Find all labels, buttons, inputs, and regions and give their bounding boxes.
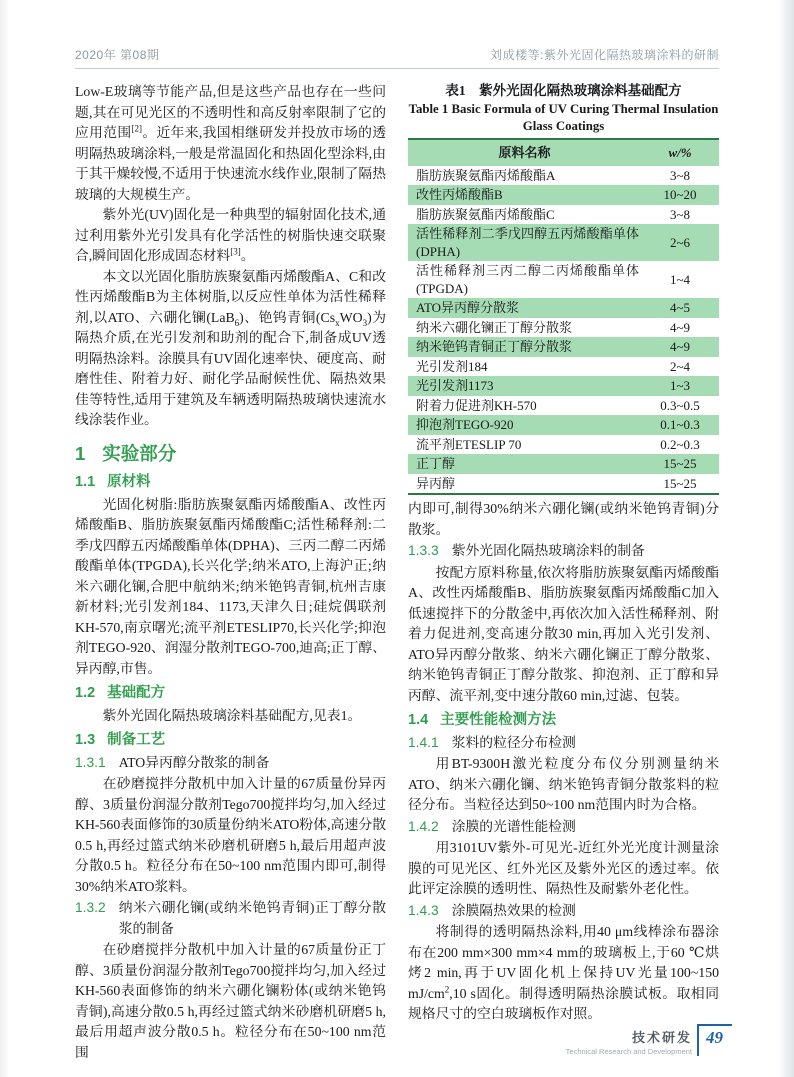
table-row xyxy=(408,185,719,205)
footer-section-labels xyxy=(566,1027,692,1056)
table-header-row xyxy=(408,139,719,166)
table-row xyxy=(408,224,719,261)
column-header-weight-percent: w/% xyxy=(641,139,719,166)
footer-section-title-cn: 技术研发 xyxy=(631,1030,692,1045)
table1-block xyxy=(408,82,719,495)
cell-material-name: ATO异丙醇分散浆 xyxy=(416,300,520,315)
table1-title-cn: 表1 紫外光固化隔热玻璃涂料基础配方 xyxy=(445,83,682,98)
cell-material-name: 附着力促进剂KH-570 xyxy=(416,397,537,413)
cell-weight-percent: 15~25 xyxy=(663,456,697,471)
cell-weight-percent: 4~9 xyxy=(669,319,691,335)
table-row xyxy=(408,337,719,357)
cell-weight-percent: 3~8 xyxy=(669,167,691,183)
cell-material-name: 异丙醇 xyxy=(416,475,456,491)
heading-number: 1 xyxy=(75,442,86,464)
paragraph-dispersion-continuation: 内即可,制得30%纳米六硼化镧(或纳米铯钨青铜)分散浆。 xyxy=(408,501,719,537)
table-row xyxy=(408,454,719,474)
section-heading-1-1 xyxy=(75,472,386,493)
paragraph-ato-dispersion-prep: 在砂磨搅拌分散机中加入计量的67质量份异丙醇、3质量份润湿分散剂Tego700搅拌均匀,加入经过KH-560表面修饰的30质量份纳米ATO粉体,高速分散0.5 h,再经过篮式纳米砂磨机研磨5 h,最后用超声波分散0.5 h。粒径分布在50~100 nm范围内即可,制得30%纳米ATO浆料。 xyxy=(75,776,386,894)
formula-table xyxy=(408,138,719,495)
section-heading-1-3-1 xyxy=(75,753,386,774)
paragraph-lowe-continuation: Low-E玻璃等节能产品,但是这些产品也存在一些问题,其在可见光区的不透明性和高反射率限制了它的应用范围[2]。近年来,我国相继研发并投放市场的透明隔热玻璃涂料,一般是常温固化和热固化型涂料,由于其干燥较慢,不适用于快速流水线作业,限制了隔热玻璃的大规模生产。 xyxy=(75,84,387,202)
heading-number: 1.4.1 xyxy=(408,734,439,750)
heading-number: 1.1 xyxy=(75,474,96,490)
cell-material-name: 抑泡剂TEGO-920 xyxy=(416,417,514,432)
heading-title: 实验部分 xyxy=(102,442,177,464)
table1-title-en: Table 1 Basic Formula of UV Curing Thermal Insulation Glass Coatings xyxy=(408,102,719,133)
cell-material-name: 脂肪族聚氨酯丙烯酸酯C xyxy=(416,206,555,222)
heading-number: 1.4.2 xyxy=(408,818,439,834)
footer-section-title-en: Technical Research and Development xyxy=(565,1047,692,1056)
heading-title: 制备工艺 xyxy=(107,732,166,748)
formula-table-head xyxy=(408,139,719,166)
section-heading-1-3 xyxy=(75,730,386,751)
section-heading-1-4-1 xyxy=(408,733,719,754)
paragraph-particle-size-test: 用BT-9300H激光粒度分布仪分别测量纳米ATO、纳米六硼化镧、纳米铯钨青铜分散浆料的粒径分布。当粒径达到50~100 nm范围内时为合格。 xyxy=(408,756,719,812)
heading-title: 基础配方 xyxy=(107,685,166,701)
page-edge-tint-left xyxy=(0,0,10,1077)
cell-weight-percent: 1~4 xyxy=(669,271,691,287)
cell-material-name: 光引发剂184 xyxy=(416,358,488,374)
heading-title: 紫外光固化隔热玻璃涂料的制备 xyxy=(451,543,645,558)
cell-material-name: 脂肪族聚氨酯丙烯酸酯A xyxy=(416,167,556,183)
header-issue: 2020年 第08期 xyxy=(75,48,160,62)
column-left xyxy=(75,82,386,1063)
cell-material-name: 改性丙烯酸酯B xyxy=(416,187,503,202)
page-edge-tint-right xyxy=(778,0,794,1077)
paragraph-spectral-test: 用3101UV紫外-可见光-近红外光光度计测量涂膜的可见光区、红外光区及紫外光区的透过率。依此评定涂膜的透明性、隔热性及耐紫外老化性。 xyxy=(408,840,719,896)
heading-title: 纳米六硼化镧(或纳米铯钨青铜)正丁醇分散浆的制备 xyxy=(118,900,386,936)
page-footer xyxy=(566,1024,732,1056)
cell-material-name: 纳米六硼化镧正丁醇分散浆 xyxy=(416,319,573,335)
paragraph-uv-curing: 紫外光(UV)固化是一种典型的辐射固化技术,通过利用紫外光引发具有化学活性的树脂快速交联聚合,瞬间固化形成固态材料[3]。 xyxy=(75,207,386,263)
heading-number: 1.3 xyxy=(75,732,96,748)
table-row xyxy=(408,415,719,435)
section-heading-1-3-2 xyxy=(75,898,386,939)
paragraph-formula-reference: 紫外光固化隔热玻璃涂料基础配方,见表1。 xyxy=(102,707,362,723)
heading-title: 涂膜隔热效果的检测 xyxy=(451,902,576,918)
section-heading-1 xyxy=(75,444,386,465)
table-row xyxy=(408,396,719,416)
heading-title: ATO异丙醇分散浆的制备 xyxy=(118,754,270,770)
paragraph-overview: 本文以光固化脂肪族聚氨酯丙烯酸酯A、C和改性丙烯酸酯B为主体树脂,以反应性单体为活性稀释剂,以ATO、六硼化镧(LaB$_6$)、铯钨青铜$(Cs_xWO_3)$为隔热介质,在光引发剂和助剂的配合下,制备成UV透明隔热涂料。涂膜具有UV固化速率快、硬度高、耐磨性佳、附着力好、耐化学品耐候性优、隔热效果佳等特性,适用于建筑及车辆透明隔热玻璃快速流水线涂装作业。 xyxy=(75,268,386,427)
table-row xyxy=(408,474,719,495)
cell-material-name: 正丁醇 xyxy=(416,456,456,471)
heading-number: 1.3.3 xyxy=(408,543,439,558)
page-header xyxy=(75,46,719,69)
table-row xyxy=(408,261,719,298)
section-heading-1-3-3 xyxy=(408,541,719,562)
heading-number: 1.4.3 xyxy=(408,902,439,918)
table-row xyxy=(408,376,719,396)
heading-title: 浆料的粒径分布检测 xyxy=(451,734,576,750)
heading-title: 涂膜的光谱性能检测 xyxy=(451,818,576,834)
heading-number: 1.3.2 xyxy=(75,900,106,915)
table-row xyxy=(408,435,719,455)
table-row xyxy=(408,166,719,186)
section-heading-1-4-2 xyxy=(408,817,719,838)
heading-number: 1.2 xyxy=(75,685,96,701)
cell-weight-percent: 4~5 xyxy=(669,300,691,315)
section-heading-1-4-3 xyxy=(408,901,719,922)
cell-weight-percent: 0.3~0.5 xyxy=(660,397,700,413)
section-heading-1-4 xyxy=(408,710,719,731)
cell-weight-percent: 10~20 xyxy=(663,187,697,202)
table-row xyxy=(408,205,719,225)
formula-table-body xyxy=(408,166,719,495)
cell-material-name: 活性稀释剂二季戊四醇五丙烯酸酯单体(DPHA) xyxy=(416,226,639,259)
paragraph-coating-preparation: 按配方原料称量,依次将脂肪族聚氨酯丙烯酸酯A、改性丙烯酸酯B、脂肪族聚氨酯丙烯酸酯C加入低速搅拌下的分散釜中,再依次加入活性稀释剂、附着力促进剂,变高速分散30 min,再加入光引发剂、ATO异丙醇分散浆、纳米六硼化镧正丁醇分散浆、纳米铯钨青铜正丁醇分散浆、抑泡剂、正丁醇和异丙醇、流平剂,变中速分散60 min,过滤、包装。 xyxy=(408,564,719,703)
heading-title: 主要性能检测方法 xyxy=(440,712,557,728)
table-row xyxy=(408,318,719,338)
cell-material-name: 流平剂ETESLIP 70 xyxy=(416,436,522,452)
column-right xyxy=(408,82,719,1025)
heading-title: 原材料 xyxy=(107,474,151,490)
cell-weight-percent: 15~25 xyxy=(663,475,697,491)
cell-weight-percent: 1~3 xyxy=(669,378,691,393)
header-running-title: 刘成楼等:紫外光固化隔热玻璃涂料的研制 xyxy=(490,48,719,62)
cell-material-name: 活性稀释剂三丙二醇二丙烯酸酯单体(TPGDA) xyxy=(416,263,639,296)
cell-weight-percent: 4~9 xyxy=(669,339,691,354)
paragraph-lab6-dispersion-prep: 在砂磨搅拌分散机中加入计量的67质量份正丁醇、3质量份润湿分散剂Tego700搅拌均匀,加入经过KH-560表面修饰的纳米六硼化镧粉体(或纳米铯钨青铜),高速分散0.5 h,再经过篮式纳米砂磨机研磨5 h,最后用超声波分散0.5 h。粒径分布在50~100 nm范围 xyxy=(75,942,386,1060)
cell-material-name: 纳米铯钨青铜正丁醇分散浆 xyxy=(416,339,573,354)
cell-weight-percent: 3~8 xyxy=(669,206,691,222)
heading-number: 1.4 xyxy=(408,712,429,728)
cell-material-name: 光引发剂1173 xyxy=(416,378,494,393)
cell-weight-percent: 0.1~0.3 xyxy=(660,417,700,432)
column-header-material: 原料名称 xyxy=(408,139,641,166)
cell-weight-percent: 2~4 xyxy=(669,358,691,374)
table-row xyxy=(408,357,719,377)
paragraph-raw-materials: 光固化树脂:脂肪族聚氨酯丙烯酸酯A、改性丙烯酸酯B、脂肪族聚氨酯丙烯酸酯C;活性稀释剂:二季戊四醇五丙烯酸酯单体(DPHA)、三丙二醇二丙烯酸酯单体(TPGDA),长兴化学;纳米ATO,上海沪正;纳米六硼化镧,合肥中航纳米;纳米铯钨青铜,杭州吉康新材料;光引发剂184、1173,天津久日;硅烷偶联剂KH-570,南京曙光;流平剂ETESLIP70,长兴化学;抑泡剂TEGO-920、润湿分散剂TEGO-700,迪高;正丁醇、异丙醇,市售。 xyxy=(75,496,386,676)
section-heading-1-2 xyxy=(75,683,386,704)
heading-number: 1.3.1 xyxy=(75,754,106,770)
page-number: 49 xyxy=(697,1024,732,1056)
cell-weight-percent: 2~6 xyxy=(669,234,691,250)
cell-weight-percent: 0.2~0.3 xyxy=(660,436,700,452)
paragraph-insulation-test: 将制得的透明隔热涂料,用40 μm线棒涂布器涂布在200 mm×300 mm×4 mm的玻璃板上,于60 ℃烘烤2 min,再于UV固化机上保持UV光量100~150 $mJ/cm^2,10$ s固化。制得透明隔热涂膜试板。取相同规格尺寸的空白玻璃板作对照。 xyxy=(408,924,719,1021)
table-row xyxy=(408,298,719,318)
